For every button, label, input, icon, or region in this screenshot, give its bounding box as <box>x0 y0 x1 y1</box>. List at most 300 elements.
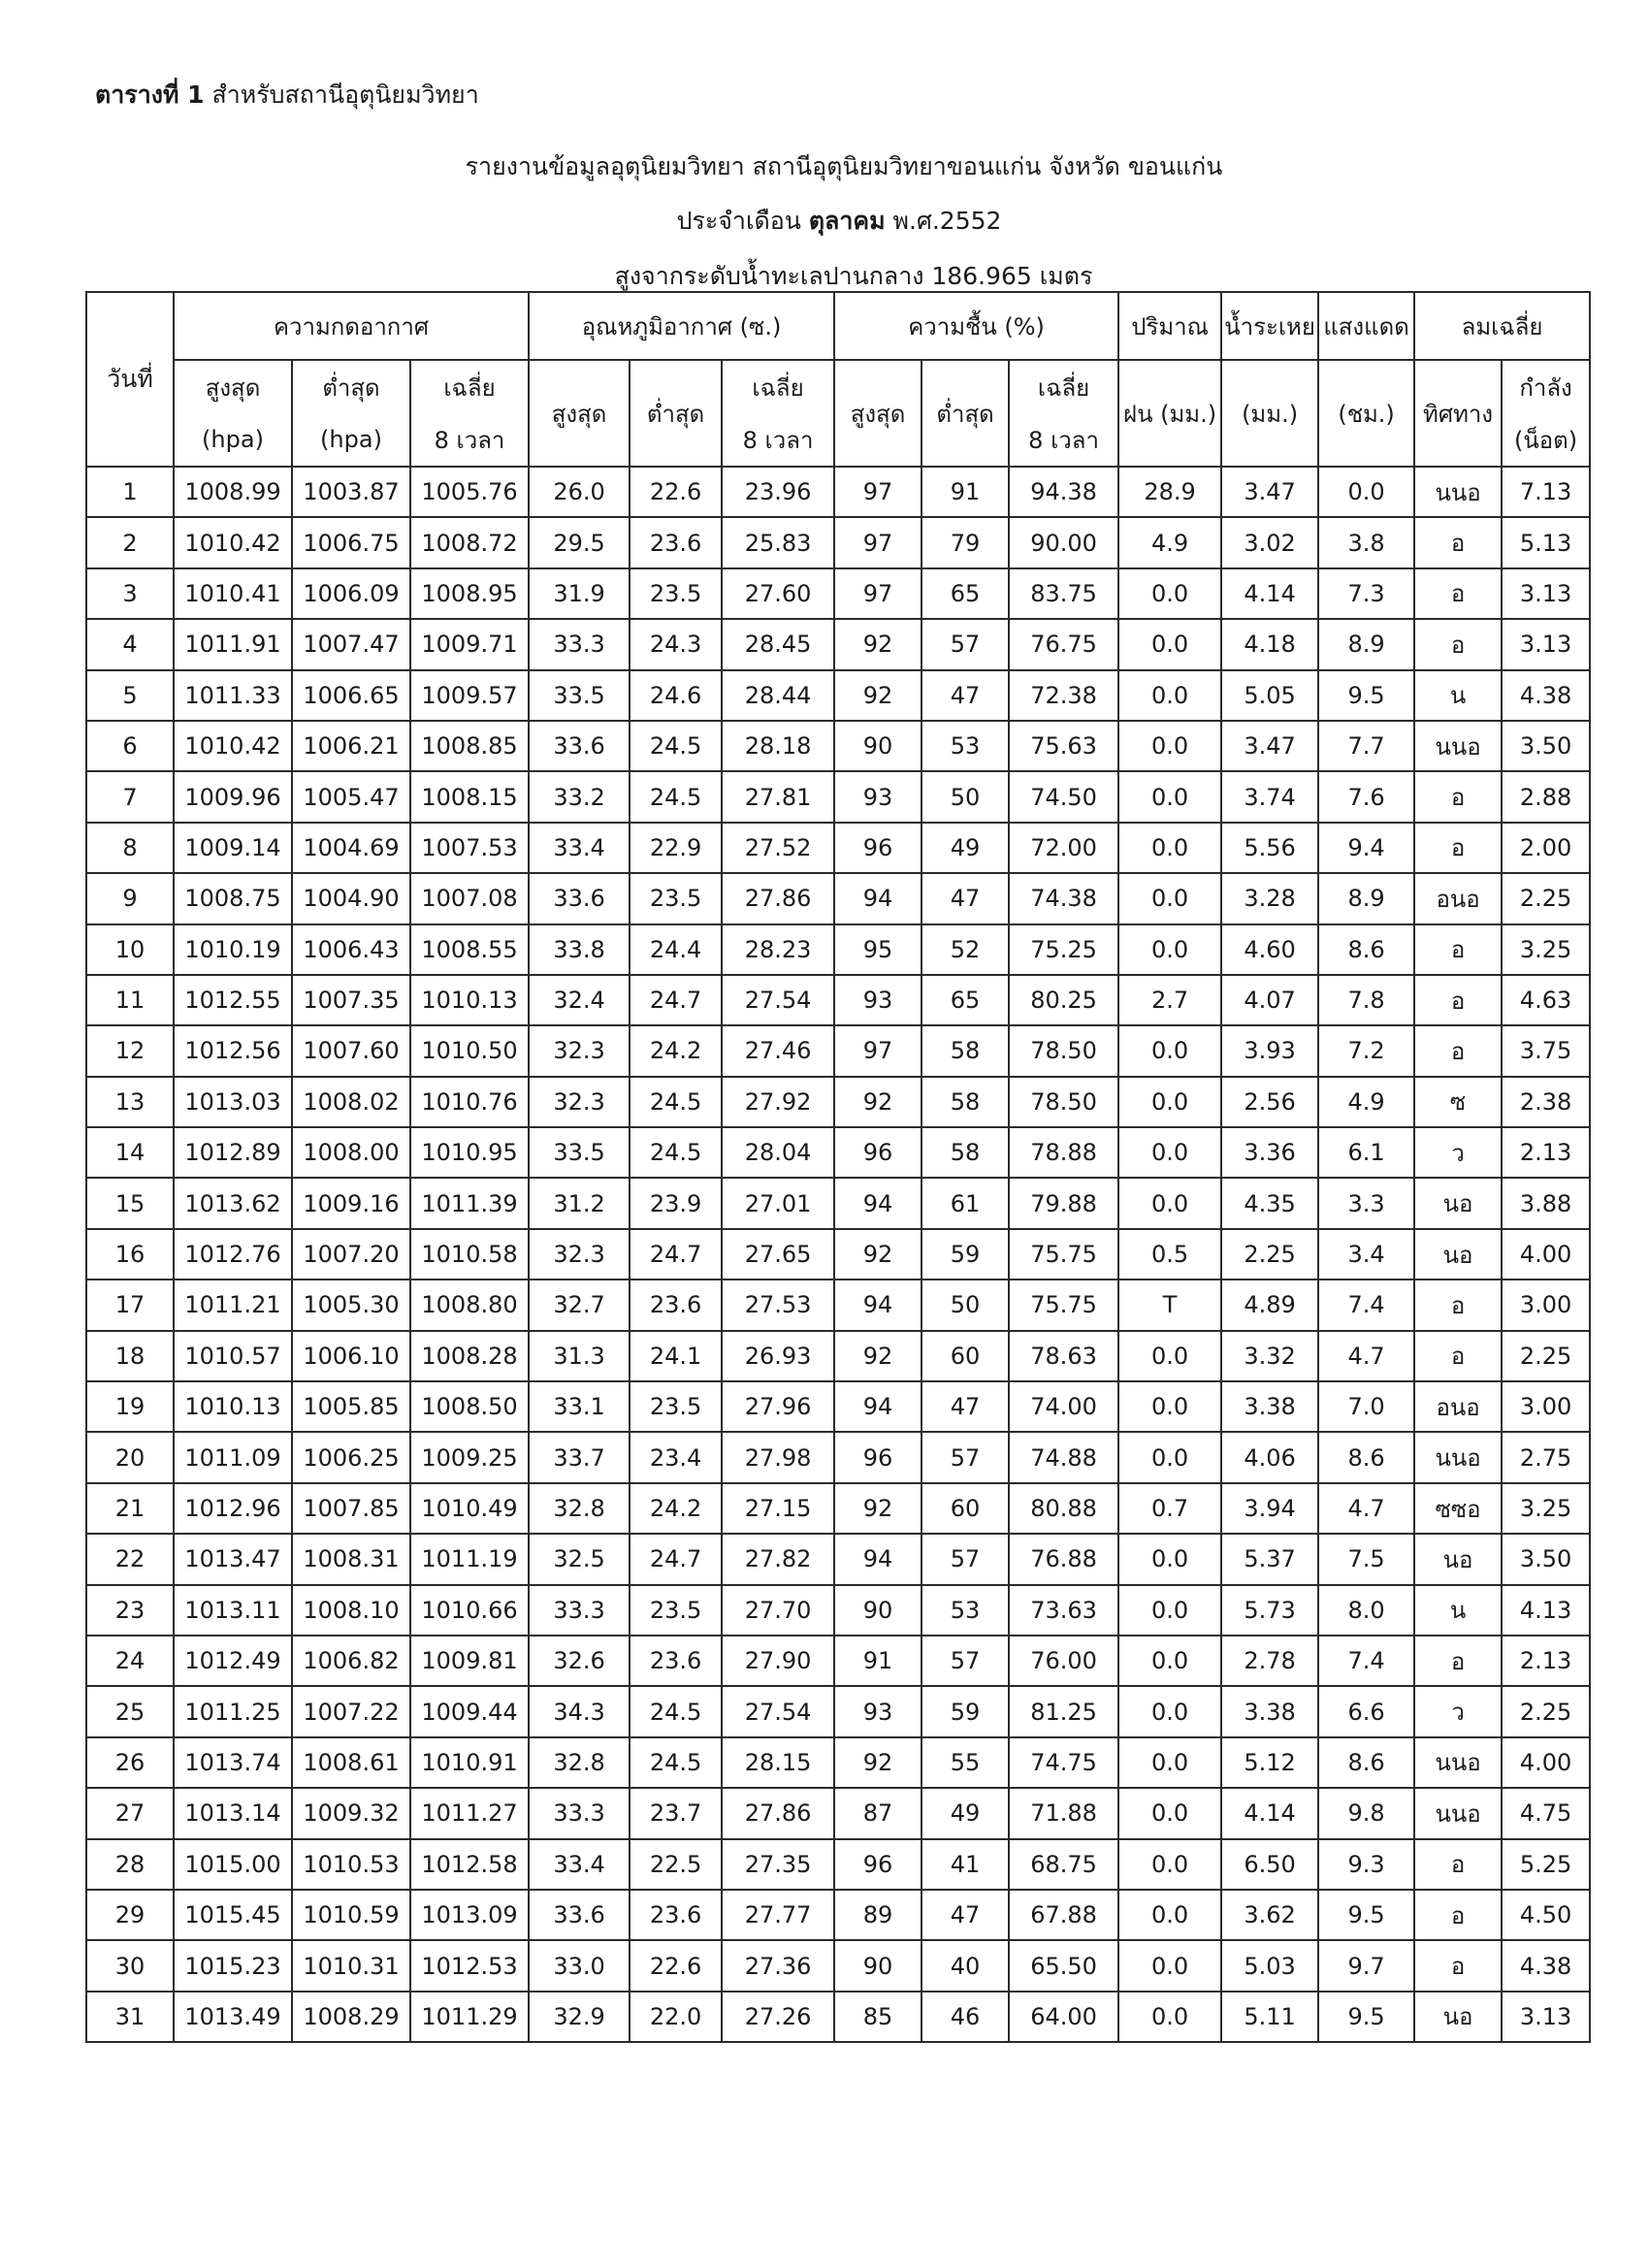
temp-min-cell: 23.5 <box>630 568 722 619</box>
humidity-avg-cell: 81.25 <box>1009 1686 1118 1736</box>
temp-min-cell: 23.7 <box>630 1788 722 1838</box>
rainfall-cell: 0.0 <box>1118 1025 1221 1076</box>
temp-avg-cell: 27.92 <box>722 1077 834 1127</box>
wind-direction-cell: นนอ <box>1414 1737 1502 1788</box>
pressure-max-cell: 1013.74 <box>174 1737 292 1788</box>
wind-speed-cell: 2.25 <box>1502 873 1590 923</box>
temp-max-header: สูงสุด <box>529 360 630 467</box>
humidity-avg-cell: 71.88 <box>1009 1788 1118 1838</box>
temp-avg-cell: 27.15 <box>722 1483 834 1534</box>
temp-min-cell: 23.5 <box>630 1585 722 1636</box>
table-row <box>86 975 1590 1025</box>
day-cell: 8 <box>86 823 174 873</box>
humidity-min-cell: 65 <box>922 975 1009 1025</box>
evaporation-cell: 3.28 <box>1221 873 1318 923</box>
sunshine-cell: 7.5 <box>1318 1534 1414 1584</box>
table-row <box>86 467 1590 517</box>
humidity-max-cell: 94 <box>834 1178 922 1228</box>
wind-direction-cell: นนอ <box>1414 1788 1502 1838</box>
wind-speed-cell: 3.13 <box>1502 568 1590 619</box>
year-text: พ.ศ.2552 <box>885 207 1002 235</box>
humidity-avg-cell: 78.50 <box>1009 1077 1118 1127</box>
day-cell: 2 <box>86 517 174 567</box>
pressure-max-cell: 1010.42 <box>174 517 292 567</box>
sunshine-cell: 9.4 <box>1318 823 1414 873</box>
pressure-min-cell: 1008.00 <box>292 1127 410 1178</box>
humidity-max-cell: 94 <box>834 1534 922 1584</box>
temp-max-cell: 29.5 <box>529 517 630 567</box>
table-row <box>86 1992 1590 2042</box>
humidity-max-cell: 92 <box>834 619 922 669</box>
humidity-avg-cell: 72.38 <box>1009 670 1118 721</box>
sunshine-cell: 8.9 <box>1318 619 1414 669</box>
day-cell: 27 <box>86 1788 174 1838</box>
temp-avg-cell: 27.35 <box>722 1839 834 1890</box>
pressure-min-cell: 1010.53 <box>292 1839 410 1890</box>
table-row <box>86 1127 1590 1178</box>
humidity-max-cell: 92 <box>834 1331 922 1381</box>
humidity-max-cell: 96 <box>834 823 922 873</box>
rainfall-cell: 0.0 <box>1118 1686 1221 1736</box>
humidity-max-cell: 85 <box>834 1992 922 2042</box>
temp-avg-cell: 28.45 <box>722 619 834 669</box>
humidity-min-cell: 61 <box>922 1178 1009 1228</box>
day-cell: 9 <box>86 873 174 923</box>
pressure-min-cell: 1004.90 <box>292 873 410 923</box>
pressure-min-cell: 1006.21 <box>292 721 410 771</box>
pressure-max-cell: 1012.89 <box>174 1127 292 1178</box>
wind-speed-cell: 2.13 <box>1502 1127 1590 1178</box>
pressure-avg-cell: 1010.50 <box>410 1025 529 1076</box>
humidity-min-cell: 57 <box>922 1432 1009 1482</box>
humidity-avg-cell: 73.63 <box>1009 1585 1118 1636</box>
temp-avg-cell: 27.82 <box>722 1534 834 1584</box>
temp-max-cell: 33.6 <box>529 873 630 923</box>
rainfall-cell: 0.0 <box>1118 1890 1221 1940</box>
humidity-min-cell: 47 <box>922 873 1009 923</box>
wind-direction-cell: นนอ <box>1414 467 1502 517</box>
humidity-max-cell: 97 <box>834 467 922 517</box>
table-row <box>86 1839 1590 1890</box>
wind-speed-cell: 3.00 <box>1502 1280 1590 1330</box>
temp-avg-header: เฉลี่ย <box>722 360 834 413</box>
temp-avg-cell: 28.18 <box>722 721 834 771</box>
humidity-min-cell: 91 <box>922 467 1009 517</box>
pressure-min-cell: 1006.25 <box>292 1432 410 1482</box>
wind-speed-cell: 7.13 <box>1502 467 1590 517</box>
pressure-avg-cell: 1009.81 <box>410 1636 529 1686</box>
pressure-avg-cell: 1007.53 <box>410 823 529 873</box>
temp-avg-cell: 25.83 <box>722 517 834 567</box>
pressure-max-cell: 1012.96 <box>174 1483 292 1534</box>
temp-min-cell: 22.6 <box>630 1940 722 1991</box>
evaporation-unit-header: (มม.) <box>1221 360 1318 467</box>
day-cell: 24 <box>86 1636 174 1686</box>
wind-direction-cell: อ <box>1414 517 1502 567</box>
pressure-avg-cell: 1009.25 <box>410 1432 529 1482</box>
humidity-min-cell: 60 <box>922 1483 1009 1534</box>
day-cell: 10 <box>86 924 174 975</box>
evaporation-cell: 3.32 <box>1221 1331 1318 1381</box>
rainfall-cell: 0.0 <box>1118 1636 1221 1686</box>
temp-min-cell: 23.6 <box>630 1890 722 1940</box>
humidity-max-cell: 93 <box>834 1686 922 1736</box>
sunshine-cell: 9.5 <box>1318 1890 1414 1940</box>
evaporation-cell: 3.38 <box>1221 1686 1318 1736</box>
pressure-avg-cell: 1012.58 <box>410 1839 529 1890</box>
day-cell: 15 <box>86 1178 174 1228</box>
wind-speed-cell: 3.25 <box>1502 924 1590 975</box>
humidity-max-cell: 87 <box>834 1788 922 1838</box>
rainfall-cell: 0.0 <box>1118 1432 1221 1482</box>
wind-speed-cell: 4.50 <box>1502 1890 1590 1940</box>
humidity-max-cell: 90 <box>834 1940 922 1991</box>
report-month-line <box>0 202 1649 241</box>
day-cell: 31 <box>86 1992 174 2042</box>
day-cell: 5 <box>86 670 174 721</box>
wind-direction-cell: ซซอ <box>1414 1483 1502 1534</box>
humidity-min-cell: 41 <box>922 1839 1009 1890</box>
temp-max-cell: 31.2 <box>529 1178 630 1228</box>
humidity-avg-cell: 78.88 <box>1009 1127 1118 1178</box>
temp-avg-cell: 26.93 <box>722 1331 834 1381</box>
wind-speed-cell: 3.25 <box>1502 1483 1590 1534</box>
table-row <box>86 517 1590 567</box>
temp-min-cell: 24.4 <box>630 924 722 975</box>
wind-group-header: ลมเฉลี่ย <box>1414 292 1590 360</box>
sunshine-cell: 0.0 <box>1318 467 1414 517</box>
humidity-avg-cell: 68.75 <box>1009 1839 1118 1890</box>
humidity-min-cell: 47 <box>922 1890 1009 1940</box>
humidity-min-cell: 50 <box>922 1280 1009 1330</box>
temperature-group-header: อุณหภูมิอากาศ (ซ.) <box>529 292 834 360</box>
sunshine-cell: 8.9 <box>1318 873 1414 923</box>
pressure-max-cell: 1013.47 <box>174 1534 292 1584</box>
pressure-avg-cell: 1010.13 <box>410 975 529 1025</box>
pressure-min-cell: 1008.29 <box>292 1992 410 2042</box>
evaporation-cell: 4.14 <box>1221 568 1318 619</box>
temp-min-cell: 23.5 <box>630 873 722 923</box>
pressure-max-cell: 1012.49 <box>174 1636 292 1686</box>
table-row <box>86 1229 1590 1280</box>
rainfall-cell: 0.0 <box>1118 1381 1221 1432</box>
wind-speed-cell: 3.13 <box>1502 1992 1590 2042</box>
temp-avg-cell: 28.23 <box>722 924 834 975</box>
humidity-avg-cell: 78.63 <box>1009 1331 1118 1381</box>
day-cell: 30 <box>86 1940 174 1991</box>
pressure-min-cell: 1006.09 <box>292 568 410 619</box>
pressure-min-cell: 1007.35 <box>292 975 410 1025</box>
sunshine-cell: 8.0 <box>1318 1585 1414 1636</box>
rainfall-cell: T <box>1118 1280 1221 1330</box>
temp-avg-cell: 27.65 <box>722 1229 834 1280</box>
humidity-min-cell: 57 <box>922 1636 1009 1686</box>
day-cell: 1 <box>86 467 174 517</box>
wind-speed-cell: 2.25 <box>1502 1331 1590 1381</box>
pressure-avg-cell: 1008.72 <box>410 517 529 567</box>
temp-min-cell: 22.0 <box>630 1992 722 2042</box>
day-cell: 11 <box>86 975 174 1025</box>
wind-direction-cell: อ <box>1414 1839 1502 1890</box>
humidity-min-cell: 58 <box>922 1025 1009 1076</box>
humidity-avg-cell: 75.25 <box>1009 924 1118 975</box>
humidity-avg-cell: 74.50 <box>1009 771 1118 822</box>
temp-max-cell: 33.8 <box>529 924 630 975</box>
table-number: ตารางที่ 1 <box>95 81 205 109</box>
rainfall-cell: 0.0 <box>1118 568 1221 619</box>
rainfall-cell: 2.7 <box>1118 975 1221 1025</box>
rainfall-cell: 0.0 <box>1118 823 1221 873</box>
humidity-max-cell: 90 <box>834 1585 922 1636</box>
day-cell: 28 <box>86 1839 174 1890</box>
evaporation-cell: 6.50 <box>1221 1839 1318 1890</box>
day-cell: 13 <box>86 1077 174 1127</box>
humidity-avg-cell: 65.50 <box>1009 1940 1118 1991</box>
wind-direction-cell: นอ <box>1414 1178 1502 1228</box>
evaporation-cell: 3.62 <box>1221 1890 1318 1940</box>
pressure-max-cell: 1015.45 <box>174 1890 292 1940</box>
wind-direction-cell: อ <box>1414 1025 1502 1076</box>
temp-max-cell: 33.2 <box>529 771 630 822</box>
day-cell: 16 <box>86 1229 174 1280</box>
evaporation-cell: 3.47 <box>1221 721 1318 771</box>
wind-direction-cell: อ <box>1414 1280 1502 1330</box>
pressure-min-cell: 1010.31 <box>292 1940 410 1991</box>
temp-avg-cell: 27.96 <box>722 1381 834 1432</box>
rainfall-cell: 0.0 <box>1118 1839 1221 1890</box>
pressure-min-header: ต่ำสุด <box>292 360 410 413</box>
humidity-min-cell: 47 <box>922 670 1009 721</box>
humidity-avg-cell: 78.50 <box>1009 1025 1118 1076</box>
wind-direction-cell: อ <box>1414 975 1502 1025</box>
humidity-avg-cell: 74.88 <box>1009 1432 1118 1482</box>
evaporation-cell: 4.18 <box>1221 619 1318 669</box>
report-title: รายงานข้อมูลอุตุนิยมวิทยา สถานีอุตุนิยมวิทยาขอนแก่น จังหวัด ขอนแก่น <box>465 152 1223 180</box>
temp-avg-cell: 27.77 <box>722 1890 834 1940</box>
pressure-max-unit: (hpa) <box>174 413 292 467</box>
temp-avg-cell: 28.15 <box>722 1737 834 1788</box>
wind-direction-cell: นนอ <box>1414 1432 1502 1482</box>
temp-max-cell: 31.9 <box>529 568 630 619</box>
humidity-min-cell: 59 <box>922 1229 1009 1280</box>
evaporation-cell: 4.89 <box>1221 1280 1318 1330</box>
pressure-max-cell: 1012.55 <box>174 975 292 1025</box>
evaporation-cell: 3.93 <box>1221 1025 1318 1076</box>
pressure-min-cell: 1007.85 <box>292 1483 410 1534</box>
sunshine-cell: 9.7 <box>1318 1940 1414 1991</box>
sunshine-cell: 7.6 <box>1318 771 1414 822</box>
wind-speed-cell: 3.50 <box>1502 721 1590 771</box>
wind-speed-cell: 4.38 <box>1502 1940 1590 1991</box>
pressure-min-cell: 1007.60 <box>292 1025 410 1076</box>
day-cell: 6 <box>86 721 174 771</box>
evaporation-header: น้ำระเหย <box>1221 292 1318 360</box>
humidity-min-cell: 58 <box>922 1077 1009 1127</box>
humidity-min-cell: 53 <box>922 1585 1009 1636</box>
humidity-min-cell: 47 <box>922 1381 1009 1432</box>
pressure-min-cell: 1010.59 <box>292 1890 410 1940</box>
table-row <box>86 924 1590 975</box>
pressure-avg-cell: 1010.76 <box>410 1077 529 1127</box>
humidity-max-cell: 92 <box>834 1737 922 1788</box>
sunshine-cell: 7.2 <box>1318 1025 1414 1076</box>
rainfall-cell: 0.0 <box>1118 1788 1221 1838</box>
humidity-min-cell: 65 <box>922 568 1009 619</box>
rainfall-cell: 0.0 <box>1118 1992 1221 2042</box>
wind-speed-cell: 2.00 <box>1502 823 1590 873</box>
humidity-max-cell: 94 <box>834 873 922 923</box>
sunshine-cell: 3.8 <box>1318 517 1414 567</box>
table-body <box>86 467 1590 2042</box>
temp-max-cell: 33.4 <box>529 1839 630 1890</box>
table-label <box>95 76 479 114</box>
temp-avg-cell: 28.44 <box>722 670 834 721</box>
temp-avg-cell: 27.60 <box>722 568 834 619</box>
day-cell: 12 <box>86 1025 174 1076</box>
rainfall-cell: 0.0 <box>1118 873 1221 923</box>
temp-avg-cell: 23.96 <box>722 467 834 517</box>
day-cell: 17 <box>86 1280 174 1330</box>
pressure-avg-cell: 1008.50 <box>410 1381 529 1432</box>
wind-speed-cell: 2.13 <box>1502 1636 1590 1686</box>
temp-avg-cell: 27.52 <box>722 823 834 873</box>
table-row <box>86 1890 1590 1940</box>
temp-min-cell: 24.1 <box>630 1331 722 1381</box>
humidity-max-cell: 93 <box>834 771 922 822</box>
temp-min-cell: 24.6 <box>630 670 722 721</box>
temp-min-cell: 23.9 <box>630 1178 722 1228</box>
humidity-min-cell: 40 <box>922 1940 1009 1991</box>
temp-max-cell: 33.5 <box>529 670 630 721</box>
temp-max-cell: 32.3 <box>529 1077 630 1127</box>
wind-direction-cell: นอ <box>1414 1229 1502 1280</box>
sunshine-cell: 7.7 <box>1318 721 1414 771</box>
wind-speed-cell: 4.38 <box>1502 670 1590 721</box>
temp-max-cell: 32.7 <box>529 1280 630 1330</box>
rainfall-cell: 0.0 <box>1118 771 1221 822</box>
rainfall-cell: 0.0 <box>1118 1127 1221 1178</box>
humidity-max-cell: 92 <box>834 670 922 721</box>
pressure-avg-cell: 1005.76 <box>410 467 529 517</box>
temp-min-cell: 24.5 <box>630 1737 722 1788</box>
rainfall-cell: 0.0 <box>1118 1940 1221 1991</box>
evaporation-cell: 3.47 <box>1221 467 1318 517</box>
wind-speed-cell: 2.88 <box>1502 771 1590 822</box>
pressure-min-cell: 1006.43 <box>292 924 410 975</box>
temp-max-cell: 32.8 <box>529 1483 630 1534</box>
pressure-max-cell: 1009.96 <box>174 771 292 822</box>
table-row <box>86 670 1590 721</box>
humidity-group-header: ความชื้น (%) <box>834 292 1118 360</box>
humidity-min-cell: 49 <box>922 1788 1009 1838</box>
humidity-min-cell: 60 <box>922 1331 1009 1381</box>
sunshine-cell: 9.5 <box>1318 1992 1414 2042</box>
table-row <box>86 1025 1590 1076</box>
pressure-avg-cell: 1008.55 <box>410 924 529 975</box>
humidity-avg-cell: 76.00 <box>1009 1636 1118 1686</box>
humidity-avg-cell: 74.00 <box>1009 1381 1118 1432</box>
table-row <box>86 1077 1590 1127</box>
wind-direction-cell: น <box>1414 1585 1502 1636</box>
temp-max-cell: 33.7 <box>529 1432 630 1482</box>
table-row <box>86 1483 1590 1534</box>
wind-speed-cell: 5.25 <box>1502 1839 1590 1890</box>
wind-speed-cell: 4.00 <box>1502 1737 1590 1788</box>
pressure-max-cell: 1008.99 <box>174 467 292 517</box>
wind-direction-cell: อ <box>1414 1331 1502 1381</box>
evaporation-cell: 5.56 <box>1221 823 1318 873</box>
temp-avg-cell: 27.90 <box>722 1636 834 1686</box>
pressure-avg-cell: 1009.57 <box>410 670 529 721</box>
pressure-avg-cell: 1008.85 <box>410 721 529 771</box>
temp-max-cell: 33.3 <box>529 1788 630 1838</box>
pressure-avg-header: เฉลี่ย <box>410 360 529 413</box>
pressure-max-cell: 1015.00 <box>174 1839 292 1890</box>
pressure-avg-cell: 1013.09 <box>410 1890 529 1940</box>
wind-direction-cell: อ <box>1414 1940 1502 1991</box>
day-cell: 22 <box>86 1534 174 1584</box>
evaporation-cell: 3.38 <box>1221 1381 1318 1432</box>
wind-speed-cell: 3.88 <box>1502 1178 1590 1228</box>
pressure-max-cell: 1015.23 <box>174 1940 292 1991</box>
pressure-avg-cell: 1009.44 <box>410 1686 529 1736</box>
rainfall-cell: 4.9 <box>1118 517 1221 567</box>
rainfall-cell: 0.0 <box>1118 1178 1221 1228</box>
temp-min-cell: 23.6 <box>630 1280 722 1330</box>
pressure-max-cell: 1013.03 <box>174 1077 292 1127</box>
temp-avg-cell: 27.26 <box>722 1992 834 2042</box>
rainfall-cell: 0.0 <box>1118 1077 1221 1127</box>
wind-speed-cell: 3.00 <box>1502 1381 1590 1432</box>
table-row <box>86 1636 1590 1686</box>
wind-speed-cell: 5.13 <box>1502 517 1590 567</box>
humidity-max-cell: 93 <box>834 975 922 1025</box>
pressure-avg-cell: 1008.15 <box>410 771 529 822</box>
pressure-max-cell: 1010.19 <box>174 924 292 975</box>
evaporation-cell: 3.02 <box>1221 517 1318 567</box>
temp-max-cell: 26.0 <box>529 467 630 517</box>
table-row <box>86 1686 1590 1736</box>
wind-direction-cell: น <box>1414 670 1502 721</box>
rain-header: ปริมาณ <box>1118 292 1221 360</box>
sunshine-header: แสงแดด <box>1318 292 1414 360</box>
sunshine-cell: 7.8 <box>1318 975 1414 1025</box>
temp-min-cell: 24.5 <box>630 721 722 771</box>
sunshine-cell: 7.3 <box>1318 568 1414 619</box>
wind-direction-cell: นอ <box>1414 1992 1502 2042</box>
pressure-min-cell: 1007.20 <box>292 1229 410 1280</box>
pressure-max-cell: 1013.14 <box>174 1788 292 1838</box>
temp-max-cell: 32.5 <box>529 1534 630 1584</box>
day-cell: 25 <box>86 1686 174 1736</box>
wind-direction-cell: อ <box>1414 823 1502 873</box>
sunshine-cell: 7.0 <box>1318 1381 1414 1432</box>
evaporation-cell: 5.05 <box>1221 670 1318 721</box>
temp-max-cell: 32.3 <box>529 1229 630 1280</box>
table-row <box>86 873 1590 923</box>
temp-min-header: ต่ำสุด <box>630 360 722 467</box>
wind-direction-cell: อ <box>1414 619 1502 669</box>
day-cell: 29 <box>86 1890 174 1940</box>
evaporation-cell: 5.11 <box>1221 1992 1318 2042</box>
humidity-min-cell: 53 <box>922 721 1009 771</box>
temp-avg-cell: 27.01 <box>722 1178 834 1228</box>
temp-max-cell: 33.6 <box>529 1890 630 1940</box>
pressure-min-cell: 1007.47 <box>292 619 410 669</box>
table-row <box>86 1381 1590 1432</box>
temp-max-cell: 33.1 <box>529 1381 630 1432</box>
pressure-max-cell: 1009.14 <box>174 823 292 873</box>
